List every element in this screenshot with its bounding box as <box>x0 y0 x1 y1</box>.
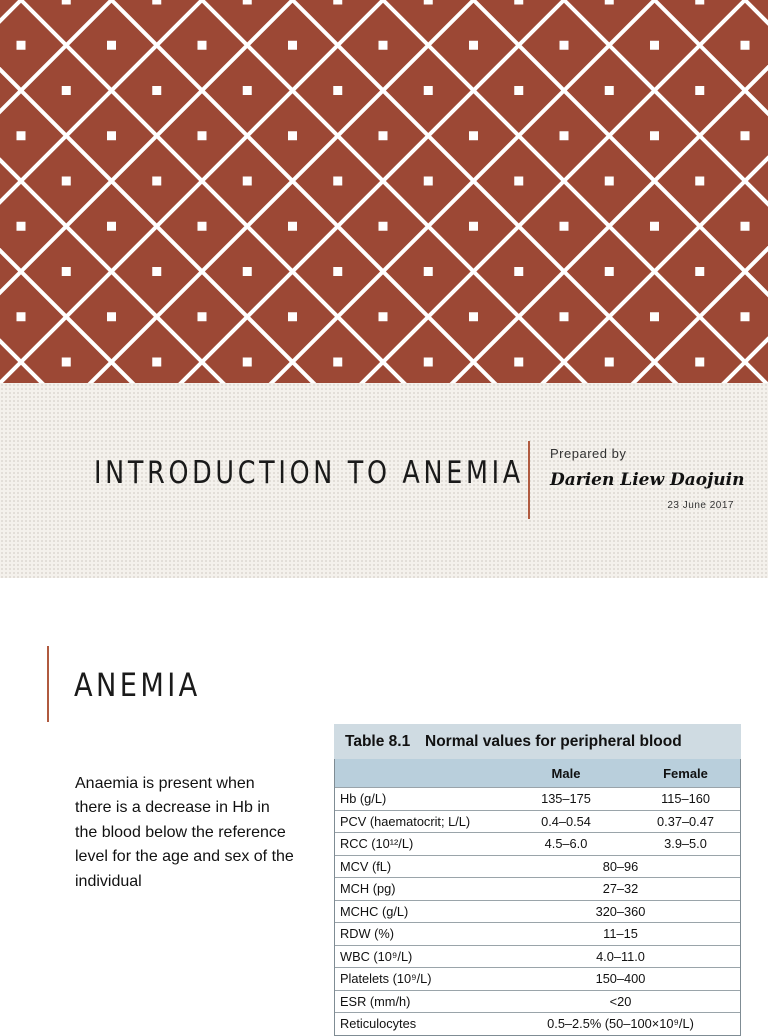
author-name: Darien Liew Daojuin <box>550 470 744 490</box>
row-value-male: 135–175 <box>501 791 631 806</box>
row-value-male: 0.4–0.54 <box>501 814 631 829</box>
table-caption <box>334 724 741 759</box>
slide-gap <box>0 578 768 602</box>
header-female: Female <box>631 766 740 781</box>
row-value-both: <20 <box>501 994 740 1009</box>
normal-values-table <box>334 724 741 1024</box>
row-parameter: MCH (pg) <box>335 881 501 896</box>
row-parameter: Hb (g/L) <box>335 791 501 806</box>
row-value-male: 4.5–6.0 <box>501 836 631 851</box>
row-parameter: MCHC (g/L) <box>335 904 501 919</box>
row-parameter: Reticulocytes <box>335 1016 501 1031</box>
table-row <box>335 901 740 924</box>
title-divider <box>528 441 530 519</box>
table-grid <box>334 759 741 1036</box>
definition-text: Anaemia is present when there is a decrease in Hb in the blood below the reference level for the age and sex of the individual <box>75 772 295 894</box>
heading-divider <box>47 646 49 722</box>
table-row <box>335 991 740 1014</box>
diamond-pattern-background <box>0 0 768 383</box>
row-value-female: 0.37–0.47 <box>631 814 740 829</box>
table-row <box>335 788 740 811</box>
row-value-both: 4.0–11.0 <box>501 949 740 964</box>
row-value-both: 0.5–2.5% (50–100×10⁹/L) <box>501 1016 740 1031</box>
presentation-title: INTRODUCTION TO ANEMIA <box>94 455 524 491</box>
row-value-both: 80–96 <box>501 859 740 874</box>
table-body <box>335 788 740 1035</box>
table-row <box>335 923 740 946</box>
row-parameter: RCC (10¹²/L) <box>335 836 501 851</box>
row-value-both: 11–15 <box>501 926 740 941</box>
row-parameter: MCV (fL) <box>335 859 501 874</box>
row-value-female: 3.9–5.0 <box>631 836 740 851</box>
slide-heading: ANEMIA <box>74 666 201 704</box>
prepared-by-label: Prepared by <box>550 446 626 461</box>
table-row <box>335 878 740 901</box>
table-header-row <box>335 759 740 788</box>
table-row <box>335 968 740 991</box>
row-parameter: PCV (haematocrit; L/L) <box>335 814 501 829</box>
row-parameter: RDW (%) <box>335 926 501 941</box>
row-parameter: Platelets (10⁹/L) <box>335 971 501 986</box>
content-slide <box>0 602 768 1024</box>
table-title: Normal values for peripheral blood <box>425 733 682 751</box>
row-value-both: 320–360 <box>501 904 740 919</box>
table-row <box>335 811 740 834</box>
row-parameter: ESR (mm/h) <box>335 994 501 1009</box>
table-row <box>335 946 740 969</box>
row-value-female: 115–160 <box>631 791 740 806</box>
presentation-date: 23 June 2017 <box>667 500 734 511</box>
header-male: Male <box>501 766 631 781</box>
table-number: Table 8.1 <box>334 733 425 751</box>
table-row <box>335 856 740 879</box>
row-value-both: 150–400 <box>501 971 740 986</box>
row-parameter: WBC (10⁹/L) <box>335 949 501 964</box>
table-row <box>335 833 740 856</box>
row-value-both: 27–32 <box>501 881 740 896</box>
